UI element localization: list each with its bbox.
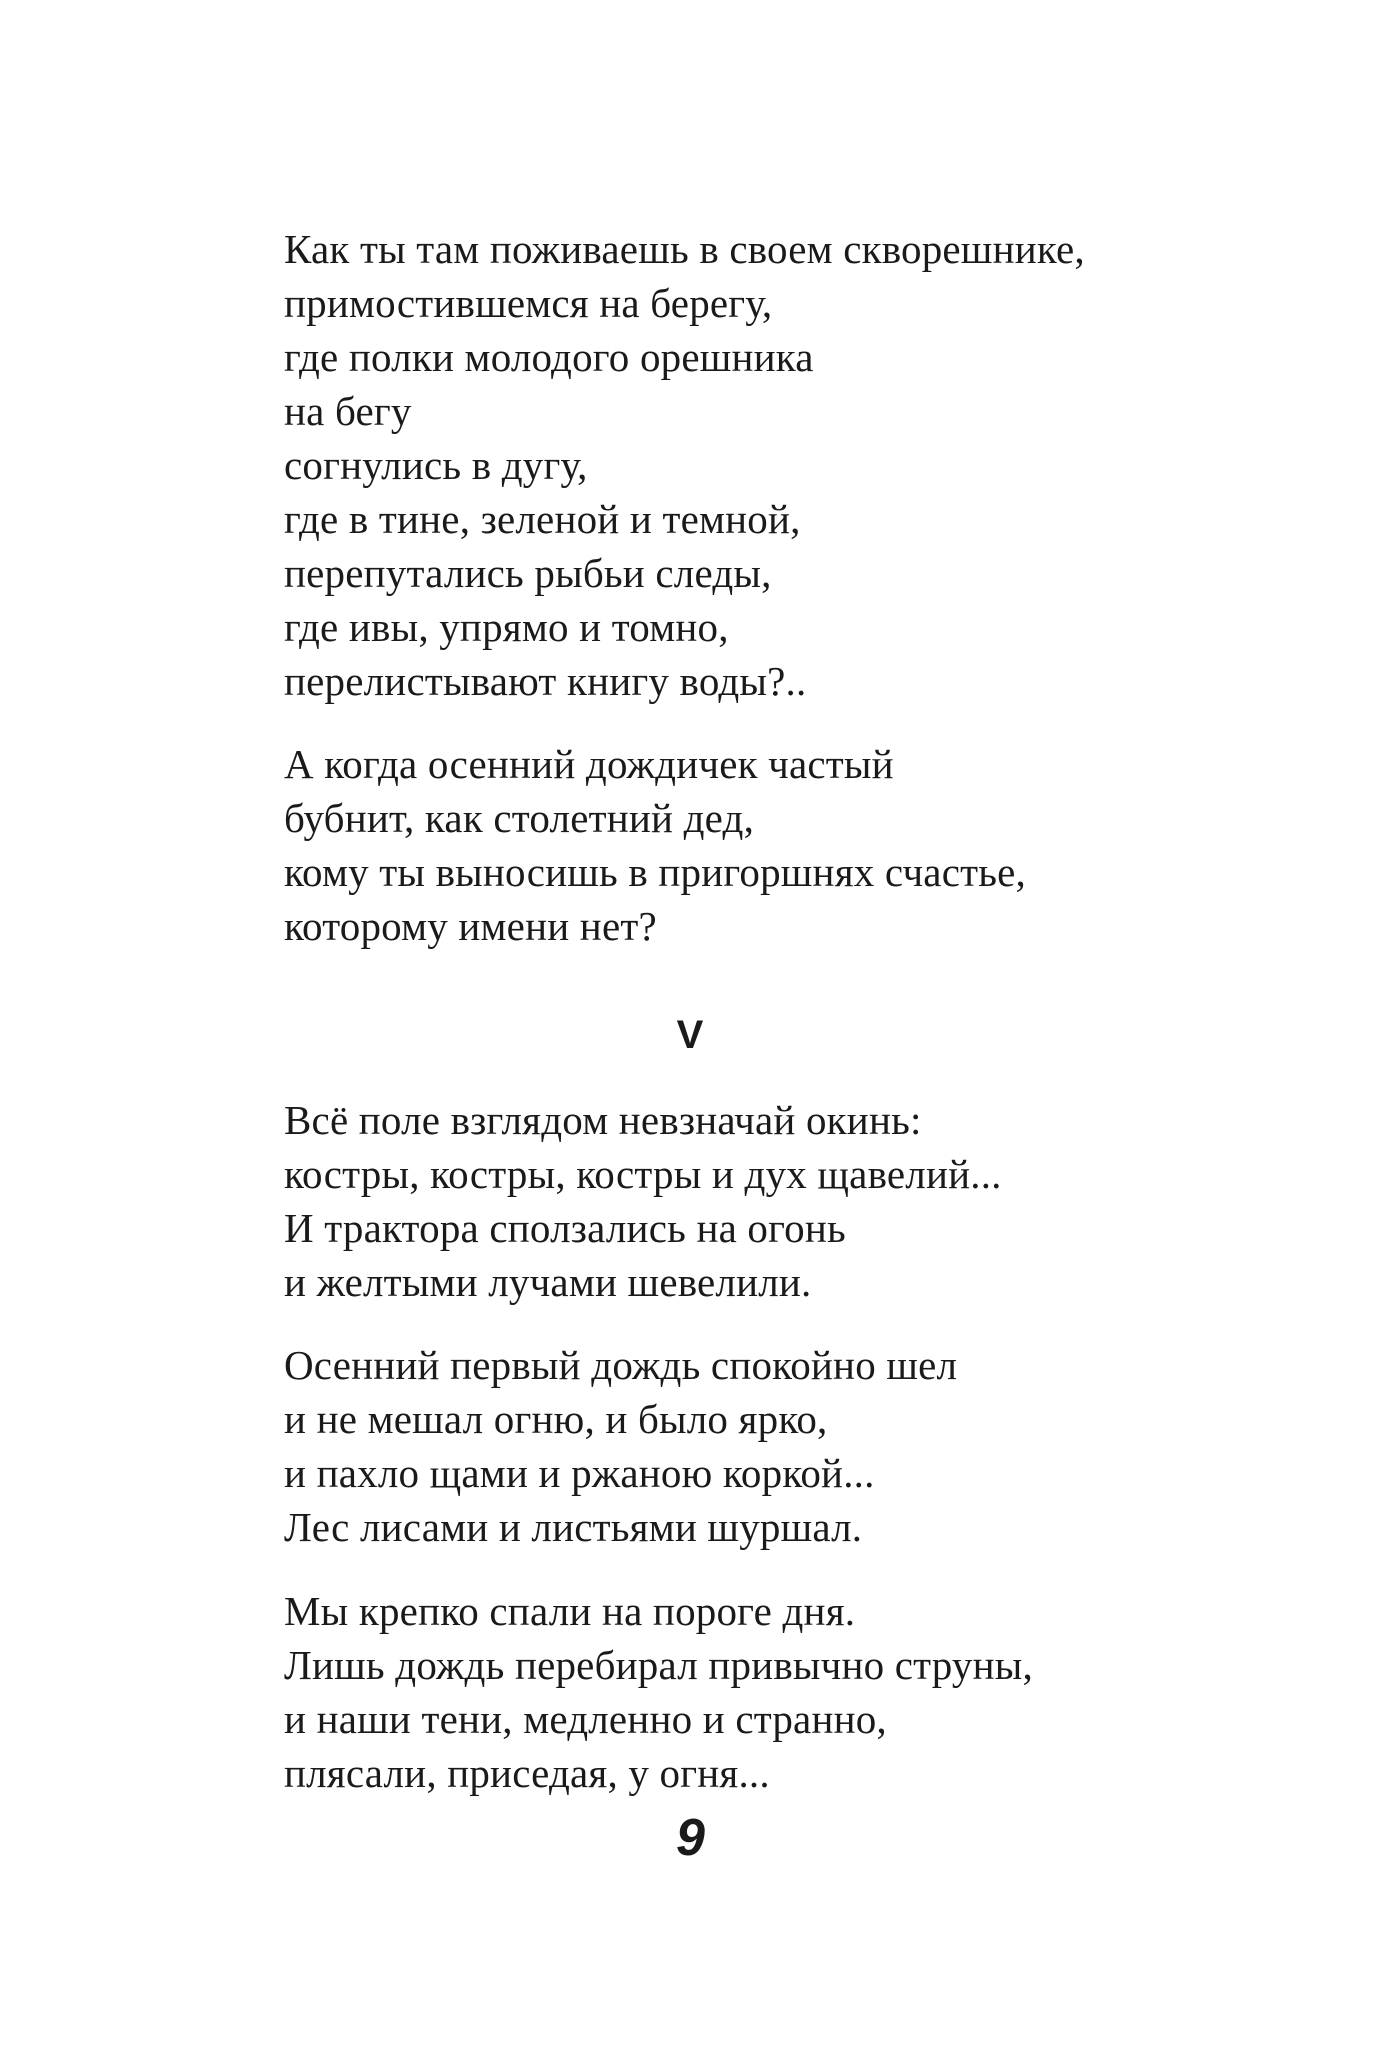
poem-line: и пахло щами и ржаною коркой...	[284, 1450, 875, 1496]
stanza	[284, 222, 1284, 708]
poem-line: Как ты там поживаешь в своем скворешнике,	[284, 226, 1085, 272]
stanza	[284, 737, 1284, 953]
page-number: 9	[676, 1809, 705, 1867]
poem-line: и наши тени, медленно и странно,	[284, 1696, 887, 1742]
poem-line: Осенний первый дождь спокойно шел	[284, 1342, 958, 1388]
poem-line: согнулись в дугу,	[284, 442, 588, 488]
poem-line: и желтыми лучами шевелили.	[284, 1259, 812, 1305]
stanza	[284, 1338, 1284, 1554]
poem-line: Лес лисами и листьями шуршал.	[284, 1504, 863, 1550]
poem-line: Мы крепко спали на пороге дня.	[284, 1588, 856, 1634]
poem-line: Лишь дождь перебирал привычно струны,	[284, 1642, 1033, 1688]
poem-line: А когда осенний дождичек частый	[284, 741, 894, 787]
poem-line: плясали, приседая, у огня...	[284, 1750, 770, 1796]
poem-line: которому имени нет?	[284, 903, 657, 949]
poem-line: и не мешал огню, и было ярко,	[284, 1396, 828, 1442]
poem-line: на бегу	[284, 388, 412, 434]
poem-line: Всё поле взглядом невзначай окинь:	[284, 1097, 922, 1143]
stanza	[284, 1093, 1284, 1309]
section-heading: V	[676, 1013, 705, 1057]
poem-line: И трактора сползались на огонь	[284, 1205, 846, 1251]
poem-line: костры, костры, костры и дух щавелий...	[284, 1151, 1002, 1197]
poem-line: примостившемся на берегу,	[284, 280, 773, 326]
stanza	[284, 1584, 1284, 1800]
poem-line: бубнит, как столетний дед,	[284, 795, 755, 841]
poem-line: где в тине, зеленой и темной,	[284, 496, 801, 542]
poem-line: кому ты выносишь в пригоршнях счастье,	[284, 849, 1026, 895]
poem-line: перелистывают книгу воды?..	[284, 658, 807, 704]
poem-line: где полки молодого орешника	[284, 334, 814, 380]
poem-line: перепутались рыбьи следы,	[284, 550, 772, 596]
poem-line: где ивы, упрямо и томно,	[284, 604, 729, 650]
